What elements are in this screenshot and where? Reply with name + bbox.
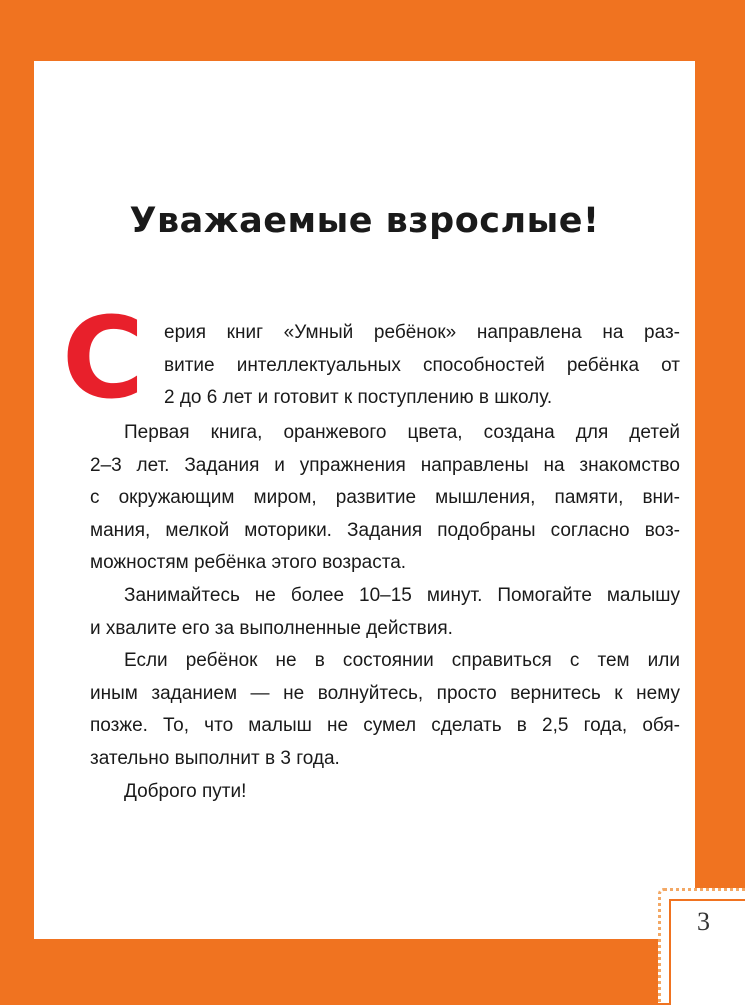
text-line: 2–3 лет. Задания и упражнения направлены на знакомство xyxy=(90,454,680,476)
text-line: и хвалите его за выполненные действия. xyxy=(90,617,453,639)
text-line: с окружающим миром, развитие мышления, памяти, вни- xyxy=(90,487,680,509)
text-line: Доброго пути! xyxy=(124,780,247,802)
text-line: зательно выполнит в 3 года. xyxy=(90,747,340,769)
body-text xyxy=(62,294,680,808)
paragraph-duration xyxy=(90,580,680,645)
intro-line: ерия книг «Умный ребёнок» направлена на раз- xyxy=(164,322,680,343)
intro-line: витие интеллектуальных способностей ребёнка от xyxy=(164,354,680,376)
text-line: позже. То, что малыш не сумел сделать в 2,5 года, обя- xyxy=(90,715,680,737)
text-line: Если ребёнок не в состоянии справиться с тем или xyxy=(124,650,680,672)
text-line: Занимайтесь не более 10–15 минут. Помогайте малышу xyxy=(124,584,680,606)
text-line: иным заданием — не волнуйтесь, просто вернитесь к нему xyxy=(90,682,680,704)
page-sheet xyxy=(34,61,695,939)
page-number: 3 xyxy=(697,907,710,936)
page-title: Уважаемые взрослые! xyxy=(129,201,600,241)
text-line: можностям ребёнка этого возраста. xyxy=(90,552,407,574)
page-number-tab-inner xyxy=(669,899,745,1005)
drop-cap: С xyxy=(62,294,145,424)
paragraph-advice xyxy=(90,645,680,775)
page-number-tab xyxy=(658,888,745,1003)
intro-line: 2 до 6 лет и готовит к поступлению в школу. xyxy=(164,387,553,409)
paragraph-first-book xyxy=(90,417,680,580)
paragraph-farewell xyxy=(90,776,680,809)
text-line: Первая книга, оранжевого цвета, создана для детей xyxy=(124,422,680,443)
intro-paragraph xyxy=(62,294,680,424)
text-line: мания, мелкой моторики. Задания подобраны согласно воз- xyxy=(90,519,680,541)
